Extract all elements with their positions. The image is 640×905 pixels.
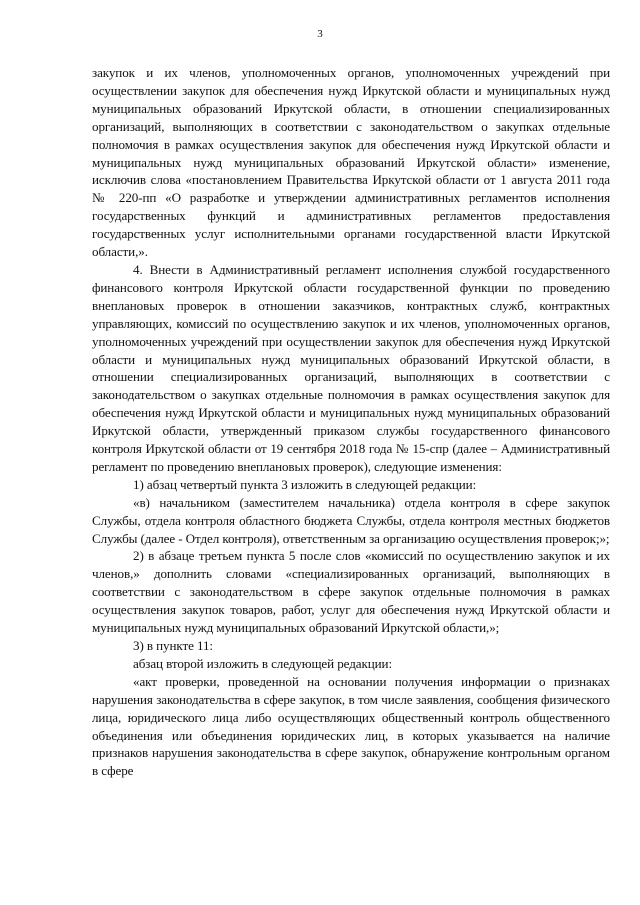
paragraph-act-quote: «акт проверки, проведенной на основании получения информации о признаках нарушения законодательства в сфере закупок, в том числе заявления, сообщения физического лица, юридического лица либо осуществляющих общественный контроль общественного объединения или объединения юридических лиц, в которых указывается на наличие признаков нарушения законодательства в сфере закупок, обнаружение контрольным органом в сфере: [92, 673, 610, 779]
document-body: [92, 64, 610, 780]
paragraph-continuation: закупок и их членов, уполномоченных органов, уполномоченных учреждений при осуществлении закупок для обеспечения нужд Иркутской области и муниципальных нужд муниципальных образований Иркутской области, в отношении специализированных организаций, выполняющих в соответствии с законодательством о закупках отдельные полномочия в рамках осуществления закупок для обеспечения нужд Иркутской области и муниципальных нужд муниципальных образований Иркутской области» изменение, исключив слова «постановлением Правительства Иркутской области от 1 августа 2011 года № 220-пп «О разработке и утверждении административных регламентов исполнения государственных функций и административных регламентов предоставления государственных услуг исполнительными органами государственной власти Иркутской области,».: [92, 65, 610, 260]
paragraph-subitem-1: 1) абзац четвертый пункта 3 изложить в следующей редакции:: [133, 476, 477, 492]
page-number: 3: [317, 28, 323, 40]
paragraph-quote-v: «в) начальником (заместителем начальника) отдела контроля в сфере закупок Службы, отдела контроля областного бюджета Службы, отдела контроля местных бюджетов Службы (далее - Отдел контроля), ответственным за организацию осуществления проверок;»;: [92, 494, 610, 546]
paragraph-subitem-2: 2) в абзаце третьем пункта 5 после слов «комиссий по осуществлению закупок и их членов,» дополнить словами «специализированных организаций, выполняющих в соответствии с законодательством в сфере закупок отдельные полномочия в рамках осуществления закупок товаров, работ, услуг для обеспечения нужд Иркутской области и муниципальных нужд муниципальных образований Иркутской области,»;: [92, 548, 610, 636]
paragraph-second-abzac: абзац второй изложить в следующей редакции:: [133, 655, 393, 671]
paragraph-subitem-3: 3) в пункте 11:: [133, 638, 213, 653]
paragraph-item-4: 4. Внести в Административный регламент исполнения службой государственного финансового контроля Иркутской области государственной функции по проведению внеплановых проверок в отношении заказчиков, контрактных служб, контрактных управляющих, комиссий по осуществлению закупок и их членов, уполномоченных органов, уполномоченных учреждений при осуществлении закупок для обеспечения нужд Иркутской области и муниципальных нужд муниципальных образований Иркутской области, в отношении специализированных организаций, выполняющих в соответствии с законодательством о закупках отдельные полномочия в рамках осуществления закупок для обеспечения нужд Иркутской области и муниципальных нужд муниципальных образований Иркутской области, утвержденный приказом службы государственного финансового контроля Иркутской области от 19 сентября 2018 года № 15-спр (далее – Административный регламент по проведению внеплановых проверок), следующие изменения:: [92, 261, 610, 474]
